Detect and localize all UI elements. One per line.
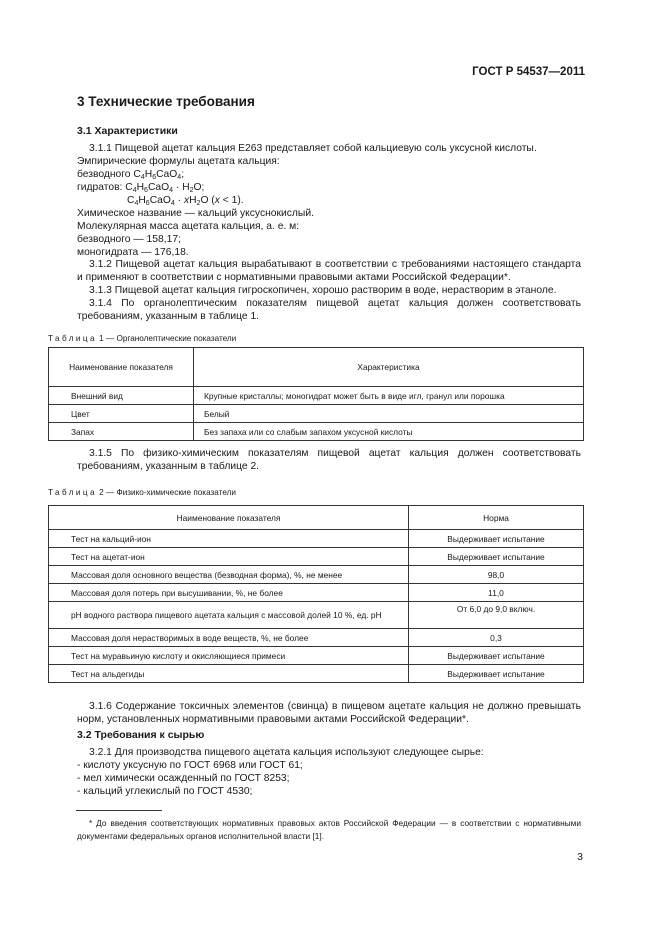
table-cell: Массовая доля нерастворимых в воде веществ, %, не более: [49, 629, 409, 647]
page-number: 3: [577, 851, 583, 863]
table-cell: Белый: [194, 405, 584, 423]
table-row: [49, 405, 584, 423]
paragraph-3-2-1: 3.2.1 Для производства пищевого ацетата кальция используют следующее сырье:: [89, 747, 484, 758]
table-row: [49, 584, 584, 602]
formula-hydrates: гидратов: $C_4H_6CaO_4 \cdot H_2O$;: [77, 182, 205, 194]
section-title: 3 Технические требования: [77, 94, 255, 109]
paragraph-3-1-5: 3.1.5 По физико-химическим показателям пищевой ацетат кальция должен соответствовать требованиям, указанным в таблице 2.: [77, 448, 581, 472]
table-1-header-characteristic: Характеристика: [194, 348, 584, 387]
table-row: [49, 387, 584, 405]
paragraph-3-1-3: 3.1.3 Пищевой ацетат кальция гигроскопичен, хорошо растворим в воде, нерастворим в этаноле.: [89, 285, 557, 296]
paragraph-3-1-6: 3.1.6 Содержание токсичных элементов (свинца) в пищевом ацетате кальция не должно превышать норм, установленных нормативными правовыми актами Российской Федерации*.: [77, 701, 581, 725]
paragraph-3-1-2: 3.1.2 Пищевой ацетат кальция вырабатывают в соответствии с требованиями настоящего стандарта и применяют в соответствии с нормативными правовыми актами Российской Федерации*.: [77, 259, 581, 283]
table-cell: Без запаха или со слабым запахом уксусной кислоты: [194, 423, 584, 441]
table-cell: Выдерживает испытание: [409, 548, 584, 566]
chemical-name: Химическое название — кальций уксуснокислый.: [77, 208, 314, 219]
formula-hydrates-x: $C_4H_6CaO_4 \cdot xH_2O$ (x < 1).: [127, 195, 244, 207]
table-1-header-name: Наименование показателя: [49, 348, 194, 387]
table-row: [49, 566, 584, 584]
footnote: * До введения соответствующих нормативных правовых актов Российской Федерации — в соответствии с нормативными документами федеральных органов исполнительной власти [1].: [77, 818, 581, 841]
table-cell: Выдерживает испытание: [409, 647, 584, 665]
table-2-caption-word: Таблица: [48, 488, 97, 497]
formula-anhydrous: безводного $C_4H_6CaO_4$;: [77, 169, 185, 181]
table-cell: Массовая доля основного вещества (безводная форма), %, не менее: [49, 566, 409, 584]
table-row: [49, 548, 584, 566]
table-1-caption-word: Таблица: [48, 334, 97, 343]
table-row: [49, 647, 584, 665]
table-row: [49, 665, 584, 683]
table-cell: Тест на ацетат-ион: [49, 548, 409, 566]
table-cell: рН водного раствора пищевого ацетата кальция с массовой долей 10 %, ед. рН: [49, 602, 409, 629]
molecular-mass-monohydrate: моногидрата — 176,18.: [77, 247, 189, 258]
molecular-mass-intro: Молекулярная масса ацетата кальция, а. е. м:: [77, 221, 300, 232]
subsection-title-3-2: 3.2 Требования к сырью: [77, 729, 205, 741]
table-cell: 0,3: [409, 629, 584, 647]
table-cell: Выдерживает испытание: [409, 530, 584, 548]
formula-anhydrous-label: безводного C: [77, 169, 141, 180]
table-row: [49, 530, 584, 548]
table-cell: Тест на альдегиды: [49, 665, 409, 683]
molecular-mass-anhydrous: безводного — 158,17;: [77, 234, 181, 245]
paragraph-3-1-1: 3.1.1 Пищевой ацетат кальция Е263 представляет собой кальциевую соль уксусной кислоты.: [89, 143, 537, 154]
list-item: - кальций углекислый по ГОСТ 4530;: [77, 786, 253, 797]
table-1-caption: [48, 334, 236, 343]
table-row: [49, 629, 584, 647]
table-cell: Тест на кальций-ион: [49, 530, 409, 548]
table-row: [49, 602, 584, 629]
table-2-caption-text: 2 — Физико-химические показатели: [96, 488, 236, 497]
table-1-caption-text: 1 — Органолептические показатели: [96, 334, 237, 343]
table-2-header-norm: Норма: [409, 506, 584, 530]
document-code: ГОСТ Р 54537—2011: [472, 66, 585, 78]
list-item: - мел химически осажденный по ГОСТ 8253;: [77, 773, 290, 784]
table-2-header-name: Наименование показателя: [49, 506, 409, 530]
formulas-intro: Эмпирические формулы ацетата кальция:: [77, 156, 280, 167]
table-cell: 11,0: [409, 584, 584, 602]
table-1: [48, 347, 584, 441]
table-cell: Массовая доля потерь при высушивании, %, не более: [49, 584, 409, 602]
paragraph-3-1-4: 3.1.4 По органолептическим показателям пищевой ацетат кальция должен соответствовать требованиям, указанным в таблице 1.: [77, 298, 581, 322]
table-2: [48, 505, 584, 683]
table-cell: 98,0: [409, 566, 584, 584]
table-cell: От 6,0 до 9,0 включ.: [409, 602, 584, 629]
footnote-divider: [76, 810, 162, 811]
formula-hydrates-label: гидратов: C: [77, 182, 133, 193]
table-cell: Выдерживает испытание: [409, 665, 584, 683]
table-cell: Внешний вид: [49, 387, 194, 405]
table-cell: Запах: [49, 423, 194, 441]
table-2-caption: [48, 488, 236, 497]
table-row: [49, 423, 584, 441]
table-cell: Тест на муравьиную кислоту и окисляющиеся примеси: [49, 647, 409, 665]
subsection-title-3-1: 3.1 Характеристики: [77, 125, 178, 137]
list-item: - кислоту уксусную по ГОСТ 6968 или ГОСТ 61;: [77, 760, 303, 771]
table-cell: Крупные кристаллы; моногидрат может быть в виде игл, гранул или порошка: [194, 387, 584, 405]
table-cell: Цвет: [49, 405, 194, 423]
